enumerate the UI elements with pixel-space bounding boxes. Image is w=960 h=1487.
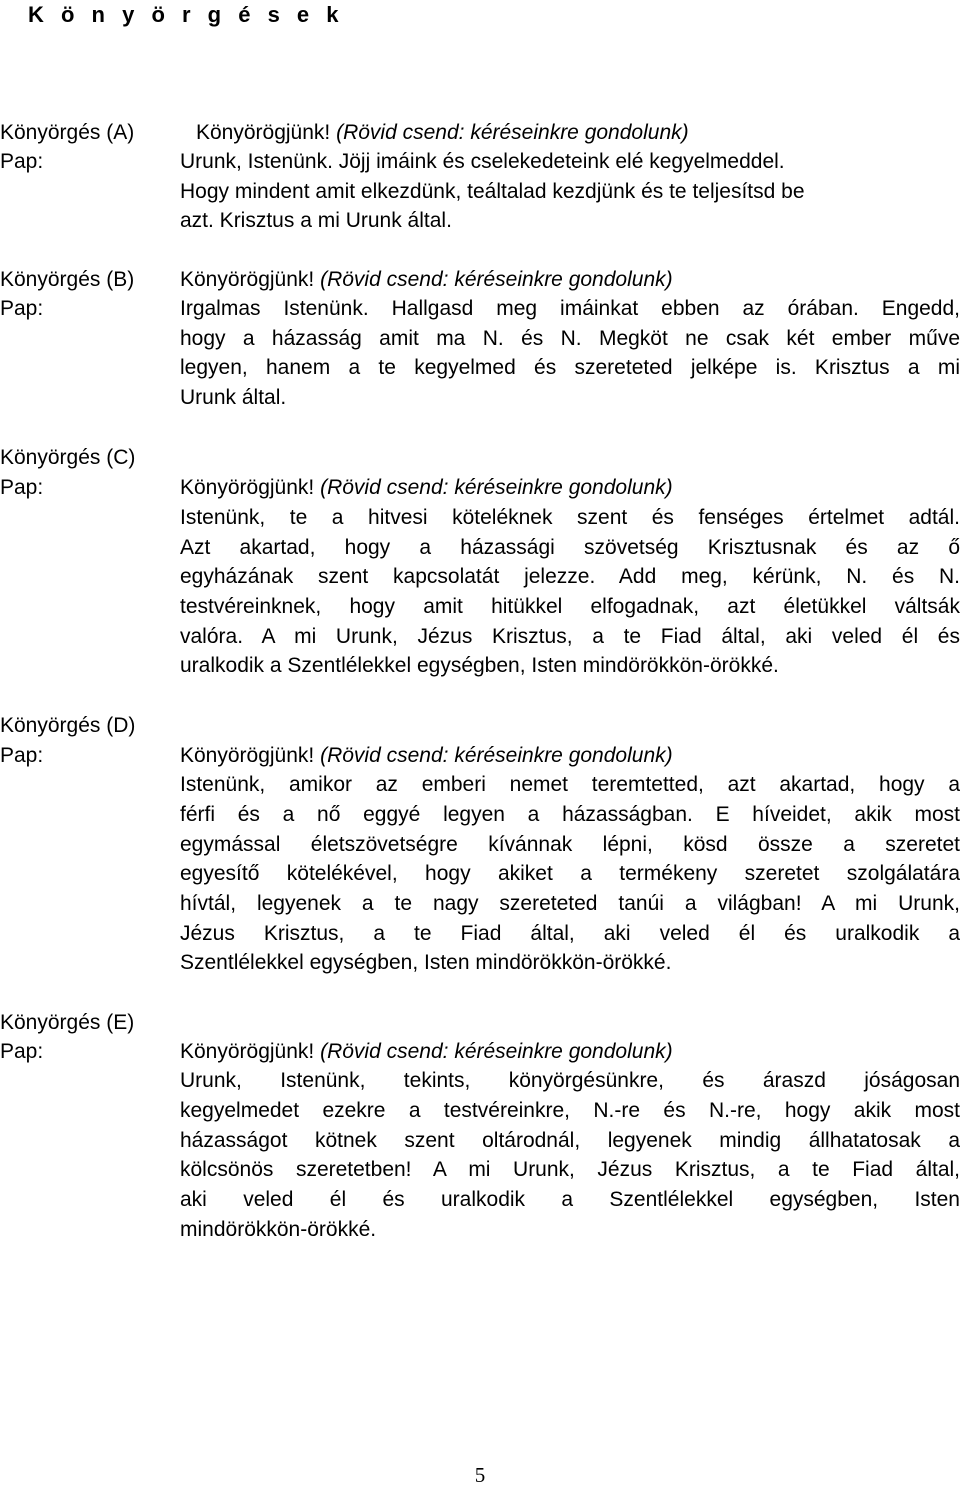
- priest-label: Pap:: [0, 1040, 44, 1063]
- prayer-line: mindörökkön-örökké.: [180, 1218, 377, 1241]
- prayer-line: Urunk, Istenünk. Jöjj imáink és cselekedeteink elé kegyelmeddel.: [180, 150, 785, 173]
- call-text: Könyörögjünk!: [180, 1040, 321, 1063]
- prayer-label-c: Könyörgés (C): [0, 446, 136, 469]
- prayer-line: legyen, hanem a te kegyelmed és szereteted jelképe is. Krisztus a mi: [180, 356, 960, 379]
- silence-note: (Rövid csend: kéréseinkre gondolunk): [320, 476, 673, 499]
- prayer-label-a: Könyörgés (A): [0, 121, 135, 144]
- call-text: Könyörögjünk!: [196, 121, 337, 144]
- prayer-label-d: Könyörgés (D): [0, 714, 136, 737]
- silence-note: (Rövid csend: kéréseinkre gondolunk): [320, 1040, 673, 1063]
- prayer-call: [180, 265, 673, 294]
- prayer-line: testvéreinknek, hogy amit hitükkel elfogadnak, azt életükkel váltsák: [180, 595, 960, 618]
- prayer-line: uralkodik a Szentlélekkel egységben, Isten mindörökkön-örökké.: [180, 654, 779, 677]
- prayer-line: kegyelmedet ezekre a testvéreinkre, N.-re és N.-re, hogy akik most: [180, 1099, 960, 1122]
- page-title: K ö n y ö r g é s e k: [28, 2, 345, 27]
- prayer-label-b: Könyörgés (B): [0, 268, 135, 291]
- priest-label: Pap:: [0, 150, 44, 173]
- prayer-call: [180, 741, 673, 770]
- prayer-line: Istenünk, amikor az emberi nemet teremtetted, azt akartad, hogy a: [180, 773, 960, 796]
- call-text: Könyörögjünk!: [180, 268, 321, 291]
- call-text: Könyörögjünk!: [180, 744, 321, 767]
- prayer-call: [180, 1037, 673, 1066]
- prayer-line: Istenünk, te a hitvesi köteléknek szent és fenséges értelmet adtál.: [180, 506, 960, 529]
- prayer-label-e: Könyörgés (E): [0, 1011, 135, 1034]
- priest-label: Pap:: [0, 744, 44, 767]
- prayer-line: hogy a házasság amit ma N. és N. Megköt ne csak két ember műve: [180, 327, 960, 350]
- prayer-line: Jézus Krisztus, a te Fiad által, aki veled él és uralkodik a: [180, 922, 960, 945]
- prayer-line: házasságot kötnek szent oltárodnál, legyenek mindig állhatatosak a: [180, 1129, 960, 1152]
- prayer-line: hívtál, legyenek a te nagy szereteted tanúi a világban! A mi Urunk,: [180, 892, 960, 915]
- prayer-line: Urunk, Istenünk, tekints, könyörgésünkre, és áraszd jóságosan: [180, 1069, 960, 1092]
- prayer-line: egymással életszövetségre kívánnak lépni, kösd össze a szeretet: [180, 833, 960, 856]
- page-number: 5: [474, 1463, 486, 1487]
- silence-note: (Rövid csend: kéréseinkre gondolunk): [320, 268, 673, 291]
- call-text: Könyörögjünk!: [180, 476, 321, 499]
- prayer-line: aki veled él és uralkodik a Szentlélekkel egységben, Isten: [180, 1188, 960, 1211]
- prayer-line: Irgalmas Istenünk. Hallgasd meg imáinkat ebben az órában. Engedd,: [180, 297, 960, 320]
- prayer-line: azt. Krisztus a mi Urunk által.: [180, 209, 452, 232]
- prayer-call: [196, 118, 689, 147]
- prayer-line: egyesítő kötelékével, hogy akiket a termékeny szeretet szolgálatára: [180, 862, 960, 885]
- prayer-line: Azt akartad, hogy a házassági szövetség Krisztusnak és az ő: [180, 536, 960, 559]
- prayer-line: Szentlélekkel egységben, Isten mindörökkön-örökké.: [180, 951, 672, 974]
- priest-label: Pap:: [0, 297, 44, 320]
- silence-note: (Rövid csend: kéréseinkre gondolunk): [336, 121, 689, 144]
- prayer-call: [180, 473, 673, 502]
- priest-label: Pap:: [0, 476, 44, 499]
- prayer-line: Urunk által.: [180, 386, 287, 409]
- prayer-line: egyházának szent kapcsolatát jelezze. Add meg, kérünk, N. és N.: [180, 565, 960, 588]
- prayer-line: kölcsönös szeretetben! A mi Urunk, Jézus Krisztus, a te Fiad által,: [180, 1158, 960, 1181]
- silence-note: (Rövid csend: kéréseinkre gondolunk): [320, 744, 673, 767]
- prayer-line: valóra. A mi Urunk, Jézus Krisztus, a te Fiad által, aki veled él és: [180, 625, 960, 648]
- prayer-line: Hogy mindent amit elkezdünk, teáltalad kezdjünk és te teljesítsd be: [180, 180, 805, 203]
- prayer-line: férfi és a nő eggyé legyen a házasságban. E híveidet, akik most: [180, 803, 960, 826]
